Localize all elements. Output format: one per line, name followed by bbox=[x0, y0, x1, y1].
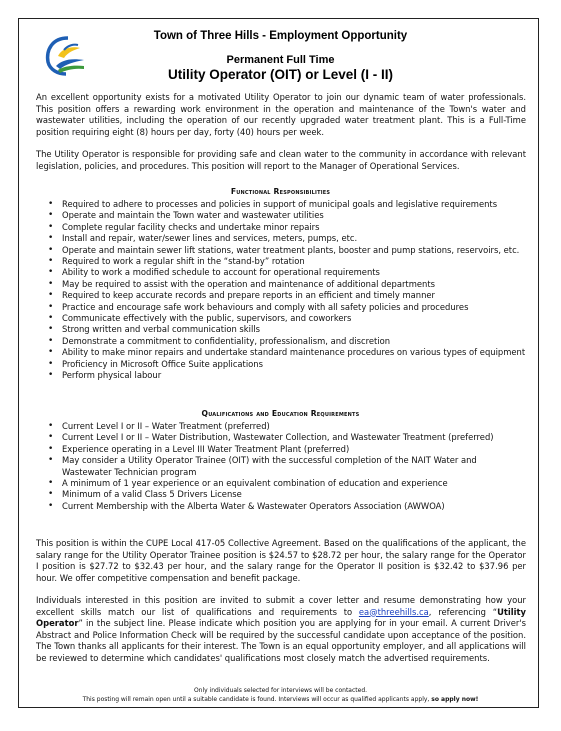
position-type: Permanent Full Time bbox=[226, 54, 335, 66]
apply-text-start: Individuals interested in this position are invited to submit a cover letter and resume demonstrating how your excellent skills match our list of qualifications and requirements to bbox=[36, 595, 526, 617]
functional-item: • Required to adhere to processes and policies in support of municipal goals and legislative requirements bbox=[36, 199, 526, 210]
functional-item: • Strong written and verbal communication skills bbox=[36, 324, 526, 335]
footer-line-2 bbox=[0, 696, 561, 705]
role-paragraph: The Utility Operator is responsible for providing safe and clean water to the community in accordance with relevant legislation, policies, and procedures. This position will report to the Manager of Operational Services. bbox=[36, 149, 526, 171]
functional-item: • Communicate effectively with the public, supervisors, and coworkers bbox=[36, 313, 526, 324]
functional-item: • Operate and maintain the Town water and wastewater utilities bbox=[36, 210, 526, 221]
functional-item: • Perform physical labour bbox=[36, 370, 526, 381]
functional-list-container bbox=[36, 199, 526, 382]
functional-list bbox=[36, 199, 526, 382]
job-title: Utility Operator (OIT) or Level (I - II) bbox=[167, 67, 394, 82]
qualifications-item: • Current Level I or II – Water Treatment (preferred) bbox=[36, 421, 526, 432]
functional-item: • Complete regular facility checks and undertake minor repairs bbox=[36, 222, 526, 233]
functional-item: • Ability to make minor repairs and undertake standard maintenance procedures on various types of equipment bbox=[36, 347, 526, 358]
apply-paragraph bbox=[36, 595, 526, 664]
intro-paragraph: An excellent opportunity exists for a motivated Utility Operator to join our dynamic team of water professionals. This position offers a rewarding work environment in the operation and maintenance of the Town's water and wastewater utilities, including the operation of our recently upgraded water treatment plant. This is a Full-Time position requiring eight (8) hours per day, forty (40) hours per week. bbox=[36, 92, 526, 137]
functional-item: • Install and repair, water/sewer lines and services, meters, pumps, etc. bbox=[36, 233, 526, 244]
qualifications-item: • May consider a Utility Operator Trainee (OIT) with the successful completion of the NAIT Water and Wastewater Technician program bbox=[36, 455, 526, 478]
qualifications-list bbox=[36, 421, 526, 512]
footer-line-2-text: This posting will remain open until a suitable candidate is found. Interviews will occur as qualified applicants apply, bbox=[82, 695, 432, 703]
qualifications-item: • Minimum of a valid Class 5 Drivers License bbox=[36, 489, 526, 500]
functional-item: • Demonstrate a commitment to confidentiality, professionalism, and discretion bbox=[36, 336, 526, 347]
footer-apply-now: so apply now! bbox=[431, 695, 479, 703]
compensation-paragraph: This position is within the CUPE Local 417-05 Collective Agreement. Based on the qualifications of the applicant, the salary range for the Utility Operator Trainee position is $24.57 to $28.72 per hour, the salary range for the Operator I position is $27.72 to $32.43 per hour, and the salary range for the Operator II position is $32.42 to $37.96 per hour. We offer competitive compensation and benefit package. bbox=[36, 538, 526, 583]
qualifications-list-container bbox=[36, 421, 526, 512]
qualifications-heading: Qualifications and Education Requirements bbox=[201, 409, 360, 418]
qualifications-item: • Current Level I or II – Water Distribution, Wastewater Collection, and Wastewater Treatment (preferred) bbox=[36, 432, 526, 443]
functional-item: • Practice and encourage safe work behaviours and comply with all safety policies and procedures bbox=[36, 302, 526, 313]
email-link[interactable]: ea@threehills.ca bbox=[358, 606, 429, 617]
functional-item: • Ability to work a modified schedule to account for operational requirements bbox=[36, 267, 526, 278]
footer bbox=[0, 687, 561, 704]
functional-heading: Functional Responsibilities bbox=[230, 187, 331, 196]
apply-text-end: ” in the subject line. Please indicate which position you are applying for in your email. A current Driver's Abstract and Police Information Check will be required by the successful candidate upon acceptance of the position. The Town thanks all applicants for their interest. The Town is an equal opportunity employer, and all applications will be reviewed to determine which candidates' qualifications most closely match the advertised requirements. bbox=[36, 618, 526, 663]
functional-item: • Required to keep accurate records and prepare reports in an efficient and timely manner bbox=[36, 290, 526, 301]
functional-item: • May be required to assist with the operation and maintenance of additional departments bbox=[36, 279, 526, 290]
qualifications-item: • Experience operating in a Level III Water Treatment Plant (preferred) bbox=[36, 444, 526, 455]
functional-item: • Required to work a regular shift in the “stand-by” rotation bbox=[36, 256, 526, 267]
functional-item: • Proficiency in Microsoft Office Suite applications bbox=[36, 359, 526, 370]
footer-line-1: Only individuals selected for interviews will be contacted. bbox=[193, 687, 368, 694]
qualifications-item: • Current Membership with the Alberta Water & Wastewater Operators Association (AWWOA) bbox=[36, 501, 526, 512]
org-title: Town of Three Hills - Employment Opportunity bbox=[153, 30, 408, 42]
qualifications-item: • A minimum of 1 year experience or an equivalent combination of education and experience bbox=[36, 478, 526, 489]
compensation-section bbox=[36, 538, 526, 584]
apply-text-ref: , referencing “ bbox=[428, 606, 498, 617]
functional-item: • Operate and maintain sewer lift stations, water treatment plants, booster and pump stations, reservoirs, etc. bbox=[36, 245, 526, 256]
apply-section bbox=[36, 595, 526, 664]
apply-reference: Utility Operator bbox=[36, 606, 526, 628]
intro-section bbox=[36, 92, 526, 172]
